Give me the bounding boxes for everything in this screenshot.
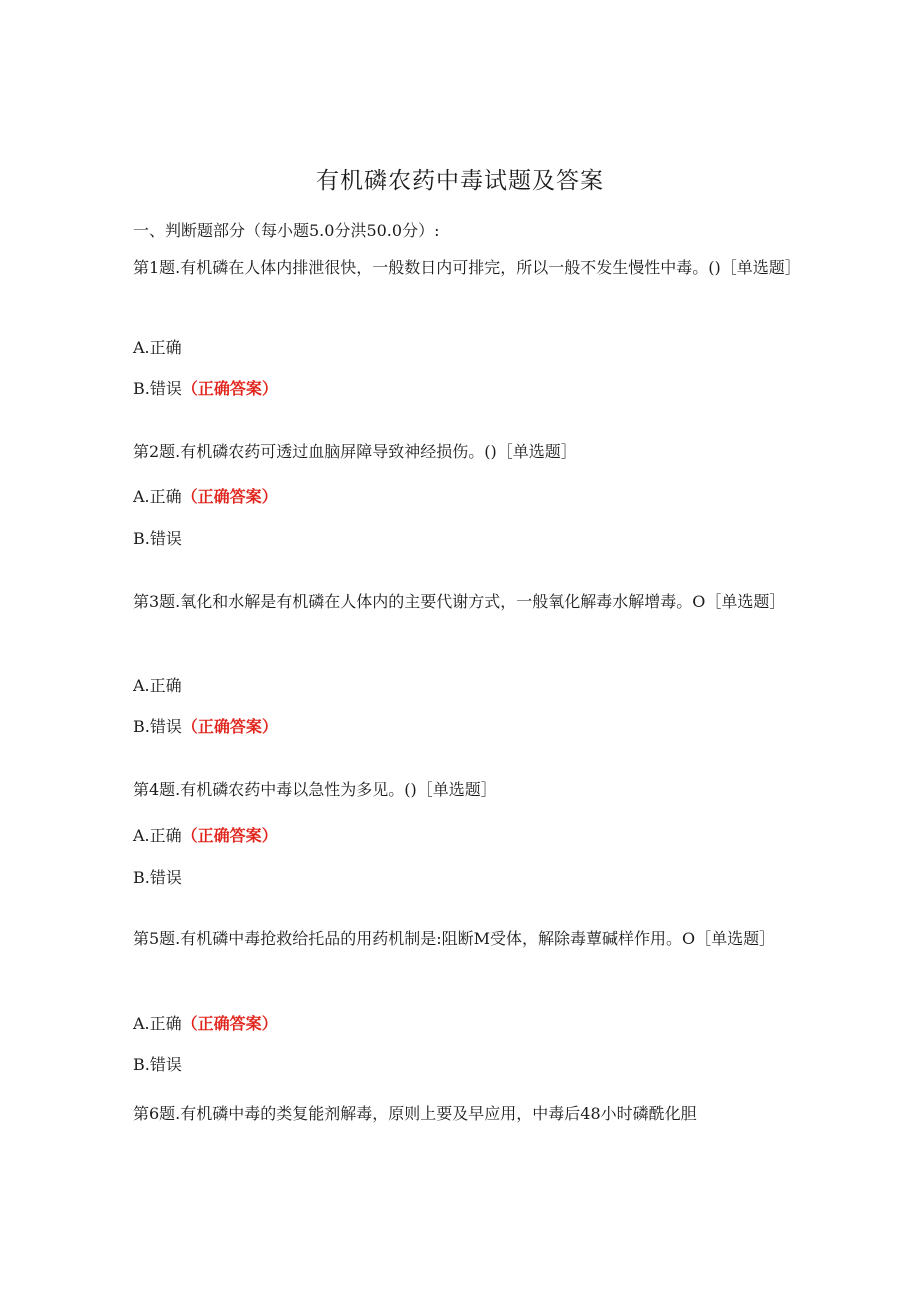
- option-a: [133, 673, 182, 696]
- option-label: A.正确: [133, 338, 182, 357]
- option-label: B.错误: [133, 868, 182, 887]
- option-label: B.错误: [133, 379, 182, 398]
- option-b: [133, 526, 182, 549]
- question-5: [133, 924, 793, 1074]
- option-b: [133, 376, 278, 399]
- question-text: 第3题.氧化和水解是有机磷在人体内的主要代谢方式，一般氧化解毒水解增毒。O［单选题］: [133, 592, 786, 611]
- option-label: B.错误: [133, 1055, 182, 1074]
- option-a: [133, 335, 182, 358]
- option-label: B.错误: [133, 717, 182, 736]
- question-text: 第6题.有机磷中毒的类复能剂解毒，原则上要及早应用，中毒后48小时磷酰化胆: [133, 1104, 697, 1123]
- option-a: [133, 484, 278, 507]
- option-a: [133, 823, 278, 846]
- option-label: A.正确: [133, 676, 182, 695]
- correct-answer-tag: （正确答案）: [181, 1014, 278, 1033]
- correct-answer-tag: （正确答案）: [181, 379, 278, 398]
- question-3: [133, 587, 793, 736]
- question-text: 第2题.有机磷农药可透过血脑屏障导致神经损伤。()［单选题］: [133, 442, 577, 461]
- document-title: 有机磷农药中毒试题及答案: [316, 168, 604, 194]
- question-1: [133, 253, 801, 398]
- option-label: A.正确: [133, 826, 182, 845]
- section-heading: 一、判断题部分（每小题5.0分洪50.0分）:: [133, 221, 440, 240]
- option-label: A.正确: [133, 1014, 182, 1033]
- correct-answer-tag: （正确答案）: [181, 826, 278, 845]
- question-text: 第5题.有机磷中毒抢救给托品的用药机制是:阻断M受体，解除毒蕈碱样作用。O［单选题］: [133, 929, 776, 948]
- correct-answer-tag: （正确答案）: [181, 717, 278, 736]
- question-text: 第4题.有机磷农药中毒以急性为多见。()［单选题］: [133, 780, 497, 799]
- option-b: [133, 714, 278, 737]
- option-label: B.错误: [133, 529, 182, 548]
- question-text: 第1题.有机磷在人体内排泄很快，一般数日内可排完，所以一般不发生慢性中毒。()［单选题］: [133, 258, 801, 277]
- option-b: [133, 865, 182, 888]
- correct-answer-tag: （正确答案）: [181, 487, 278, 506]
- option-label: A.正确: [133, 487, 182, 506]
- question-2: [133, 437, 793, 548]
- question-4: [133, 775, 793, 887]
- question-6: [133, 1099, 793, 1128]
- option-b: [133, 1052, 182, 1075]
- option-a: [133, 1011, 278, 1034]
